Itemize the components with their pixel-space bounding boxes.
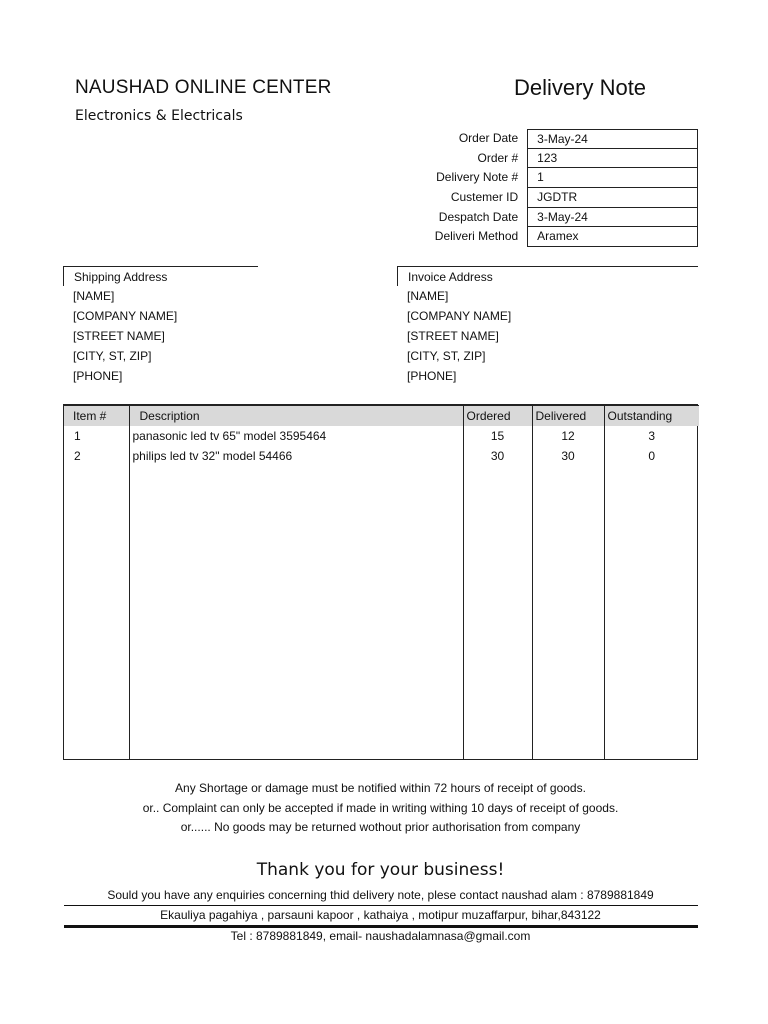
terms-notes bbox=[63, 779, 698, 838]
item-outstanding: 0 bbox=[604, 446, 699, 466]
item-delivered: 30 bbox=[532, 446, 604, 466]
order-number-row bbox=[400, 149, 698, 169]
despatch-date-row bbox=[400, 208, 698, 228]
note-line: or...... No goods may be returned wothout prior authorisation from company bbox=[180, 820, 581, 834]
document-title: Delivery Note bbox=[514, 75, 647, 100]
delivery-method-label: Deliveri Method bbox=[434, 229, 519, 244]
item-ordered: 15 bbox=[463, 426, 532, 446]
invoice-street: [STREET NAME] bbox=[407, 329, 499, 343]
order-number-value: 123 bbox=[527, 149, 698, 169]
order-details bbox=[400, 129, 698, 247]
shipping-city: [CITY, ST, ZIP] bbox=[73, 349, 152, 363]
items-table bbox=[63, 404, 698, 760]
customer-id-row bbox=[400, 188, 698, 208]
item-number: 1 bbox=[74, 429, 81, 443]
shipping-street: [STREET NAME] bbox=[73, 329, 165, 343]
company-tagline: Electronics & Electricals bbox=[75, 108, 243, 124]
item-ordered: 30 bbox=[463, 446, 532, 466]
order-date-row bbox=[400, 129, 698, 149]
shipping-address bbox=[63, 266, 363, 386]
contact-details: Tel : 8789881849, email- naushadalamnasa@gmail.com bbox=[230, 929, 531, 943]
note-line: or.. Complaint can only be accepted if made in writing withing 10 days of receipt of goods. bbox=[142, 800, 619, 815]
invoice-address bbox=[397, 266, 697, 386]
item-delivered: 12 bbox=[532, 426, 604, 446]
company-address: Ekauliya pagahiya , parsauni kapoor , kathaiya , motipur muzaffarpur, bihar,843122 bbox=[160, 908, 601, 922]
delivery-method-row bbox=[400, 227, 698, 247]
delivery-method-value: Aramex bbox=[527, 227, 698, 247]
delivery-note-number-value: 1 bbox=[527, 168, 698, 188]
shipping-phone: [PHONE] bbox=[73, 369, 123, 383]
thank-you-message: Thank you for your business! bbox=[256, 860, 505, 880]
table-row bbox=[64, 426, 699, 446]
item-number: 2 bbox=[74, 449, 81, 463]
delivery-note-number-row bbox=[400, 168, 698, 188]
header-item-number: Item # bbox=[64, 406, 129, 427]
delivery-note-number-label: Delivery Note # bbox=[436, 170, 519, 185]
shipping-address-heading: Shipping Address bbox=[63, 266, 258, 286]
order-date-label: Order Date bbox=[458, 131, 519, 145]
note-line: Any Shortage or damage must be notified within 72 hours of receipt of goods. bbox=[175, 781, 586, 795]
item-description: philips led tv 32" model 54466 bbox=[129, 446, 463, 466]
order-number-label: Order # bbox=[477, 150, 519, 165]
items-header-row bbox=[64, 406, 699, 427]
header-description: Description bbox=[129, 406, 463, 427]
despatch-date-label: Despatch Date bbox=[438, 209, 519, 224]
invoice-company: [COMPANY NAME] bbox=[407, 309, 512, 323]
invoice-city: [CITY, ST, ZIP] bbox=[407, 349, 486, 363]
shipping-name: [NAME] bbox=[73, 289, 115, 303]
header-delivered: Delivered bbox=[532, 406, 604, 427]
header-outstanding: Outstanding bbox=[604, 406, 699, 427]
table-row bbox=[64, 446, 699, 466]
item-description: panasonic led tv 65" model 3595464 bbox=[129, 426, 463, 446]
header-ordered: Ordered bbox=[463, 406, 532, 427]
item-outstanding: 3 bbox=[604, 426, 699, 446]
order-date-value: 3-May-24 bbox=[527, 129, 698, 149]
invoice-address-heading: Invoice Address bbox=[397, 266, 698, 286]
table-empty-space bbox=[64, 466, 699, 759]
customer-id-value: JGDTR bbox=[527, 188, 698, 208]
customer-id-label: Custemer ID bbox=[450, 190, 519, 205]
company-name: NAUSHAD ONLINE CENTER bbox=[75, 77, 332, 98]
invoice-phone: [PHONE] bbox=[407, 369, 457, 383]
invoice-name: [NAME] bbox=[407, 289, 449, 303]
enquiry-text: Sould you have any enquiries concerning thid delivery note, plese contact naushad alam : 8789881849 bbox=[107, 888, 654, 902]
despatch-date-value: 3-May-24 bbox=[527, 208, 698, 228]
shipping-company: [COMPANY NAME] bbox=[73, 309, 178, 323]
